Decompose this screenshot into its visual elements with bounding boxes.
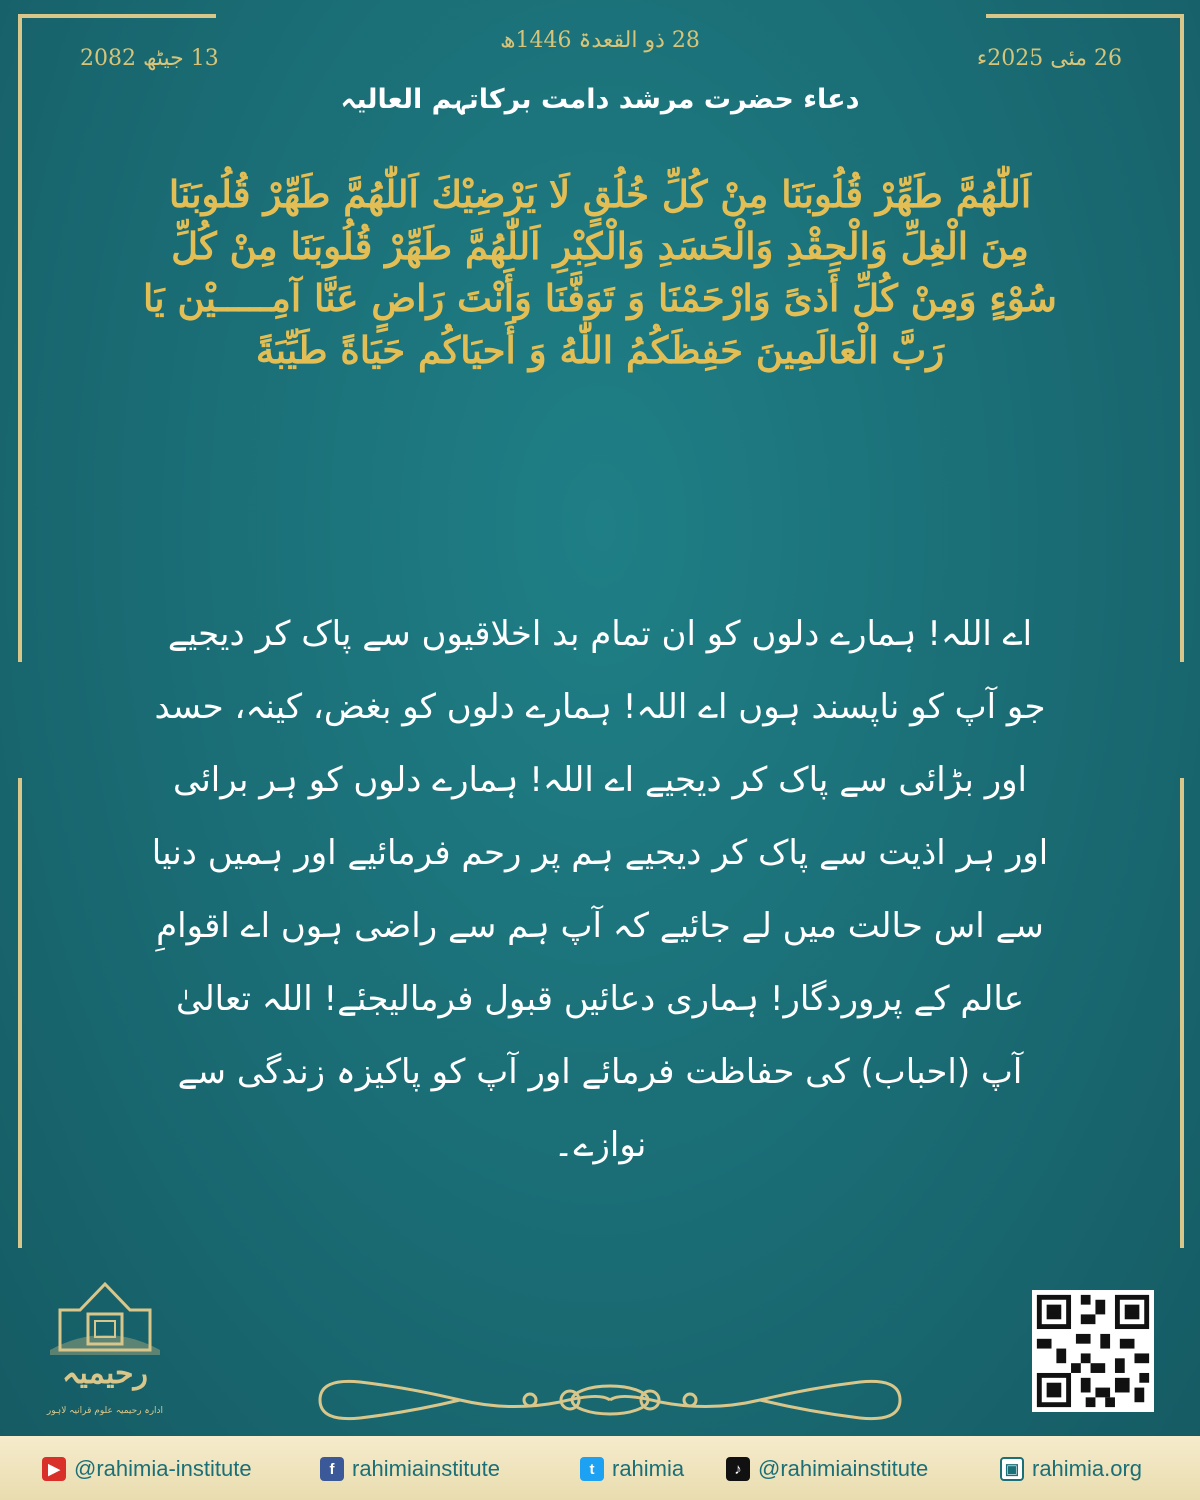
tiktok-icon: ♪ (726, 1457, 750, 1481)
youtube-handle: @rahimia-institute (74, 1456, 252, 1481)
tiktok-handle: @rahimiainstitute (758, 1456, 929, 1481)
facebook-icon: f (320, 1457, 344, 1481)
frame-top-left (18, 14, 216, 18)
youtube-icon: ▶ (42, 1457, 66, 1481)
hijri-date: 28 ذو القعدۃ 1446ھ (500, 28, 700, 53)
twitter-link[interactable] (580, 1456, 684, 1482)
arabic-dua-text: اَللّٰهُمَّ طَهِّرْ قُلُوبَنَا مِنْ كُلِّ خُلُقٍ لَا يَرْضِيْكَ اَللّٰهُمَّ طَهِّرْ قُلُوبَنَا مِنَ الْغِلِّ وَالْحِقْدِ وَالْحَسَدِ وَالْكِبْرِ اَللّٰهُمَّ طَهِّرْ قُلُوبَنَا مِنْ كُلِّ سُوْءٍ وَمِنْ كُلِّ أَذىً وَارْحَمْنَا وَ تَوَفَّنَا وَأَنْتَ رَاضٍ عَنَّا آمِـــــيْن يَا رَبَّ الْعَالَمِينَ حَفِظَكُمُ اللّٰهُ وَ أَحيَاكُم حَيَاةً طَيِّبَةً (143, 172, 1057, 372)
logo-tagline: ادارہ رحیمیہ علوم قرآنیہ لاہور (46, 1406, 164, 1416)
gregorian-date: 26 مئی 2025ء (976, 46, 1122, 71)
rahimia-logo (40, 1280, 170, 1430)
bikrami-date: 13 جیٹھ 2082 (80, 46, 219, 71)
frame-right-lower (1180, 778, 1184, 1248)
qr-code-icon (1032, 1290, 1154, 1412)
facebook-link[interactable] (320, 1456, 500, 1482)
twitter-icon: t (580, 1457, 604, 1481)
twitter-handle: rahimia (612, 1456, 685, 1481)
website-url: rahimia.org (1032, 1456, 1143, 1481)
page-title: دعاء حضرت مرشد دامت برکاتہم العالیہ (340, 84, 860, 115)
facebook-handle: rahimiainstitute (352, 1456, 500, 1481)
frame-left-lower (18, 778, 22, 1248)
qr-code[interactable] (1032, 1290, 1154, 1412)
youtube-link[interactable] (42, 1456, 252, 1482)
website-link[interactable] (1000, 1456, 1142, 1482)
ornament-flourish-icon (300, 1370, 920, 1430)
frame-top-right (986, 14, 1184, 18)
logo-name: رحیمیہ (61, 1356, 149, 1391)
footer-bar (0, 1436, 1200, 1500)
urdu-translation-text: اے اللہ! ہمارے دلوں کو ان تمام بد اخلاقیوں سے پاک کر دیجیے جو آپ کو ناپسند ہوں اے اللہ! ہمارے دلوں کو بغض، کینہ، حسد اور بڑائی سے پاک کر دیجیے اے اللہ! ہمارے دلوں کو ہر برائی اور ہر اذیت سے پاک کر دیجیے ہم پر رحم فرمائیے اور ہمیں دنیا سے اس حالت میں لے جائیے کہ آپ ہم سے راضی ہوں اے اقوامِ عالم کے پروردگار! ہماری دعائیں قبول فرمالیجئے! اللہ تعالیٰ آپ (احباب) کی حفاظت فرمائے اور آپ کو پاکیزہ زندگی سے نوازے۔ (151, 614, 1049, 1165)
website-icon: ▣ (1000, 1457, 1024, 1481)
tiktok-link[interactable] (726, 1456, 928, 1482)
